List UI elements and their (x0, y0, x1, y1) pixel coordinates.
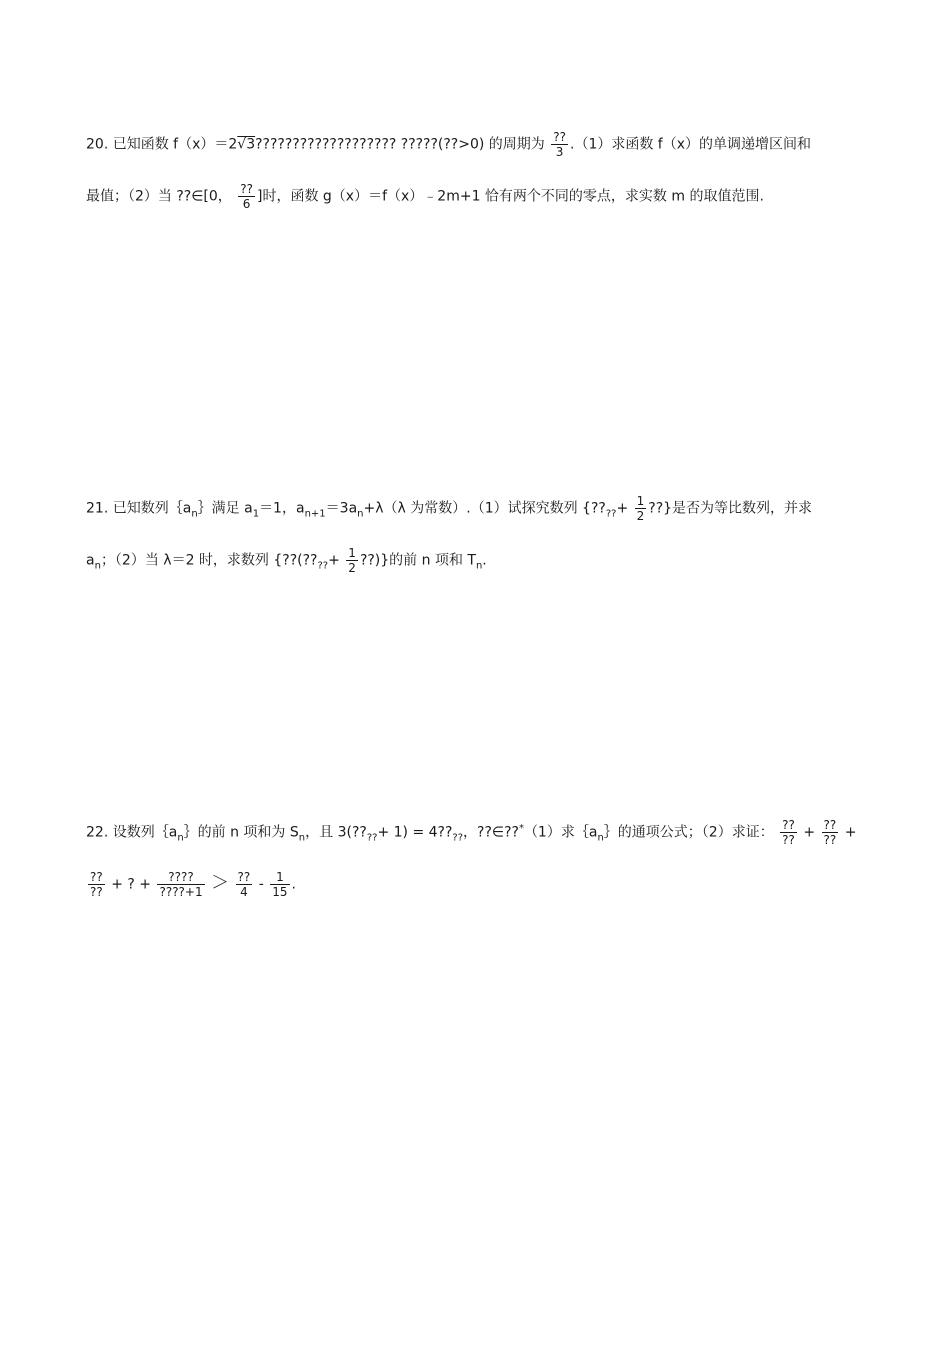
problem-number: 20. (86, 136, 109, 153)
problem-text: ＝1，a (259, 500, 305, 517)
fraction-numerator: ?? (240, 182, 253, 196)
plus-sign: + (844, 824, 857, 841)
fraction-denominator: 4 (240, 885, 248, 899)
problem-text: + (328, 552, 340, 569)
fraction-numerator: ?? (823, 818, 837, 832)
fraction-numerator: ?? (90, 870, 103, 884)
fraction-numerator: ?? (237, 870, 251, 884)
problem-text: ｝的通项公式；（2）求证： (603, 824, 774, 841)
sqrt-term: √3 (237, 136, 256, 153)
fraction (551, 130, 568, 159)
fraction (635, 494, 647, 523)
problem-text: ｝的前 n 项和为 S (183, 824, 299, 841)
fraction-numerator: 1 (270, 870, 289, 885)
subscript: n (94, 560, 101, 572)
fraction (236, 870, 253, 899)
problem-text: ｝满足 a (197, 500, 253, 517)
problem-text: ??}是否为等比数列，并求 (648, 500, 813, 517)
problem-20-line-2 (86, 182, 764, 211)
subscript: ?? (452, 832, 464, 844)
problem-22-line-1 (86, 818, 856, 848)
fraction-denominator: 3 (555, 145, 564, 159)
problem-22-line-2 (86, 870, 296, 899)
fraction (270, 870, 289, 899)
subscript: ?? (605, 508, 617, 520)
fraction-denominator: 6 (242, 197, 251, 211)
problem-text: + (616, 500, 629, 517)
problem-20-line-1 (86, 130, 811, 159)
problem-text: 已知函数 f（x）＝2 (112, 136, 238, 153)
superscript: * (518, 822, 524, 834)
subscript: n (357, 508, 364, 520)
fraction-denominator: ?? (90, 885, 103, 899)
problem-text: ；（2）当 λ＝2 时，求数列 {??(?? (100, 552, 318, 569)
fraction-denominator: 15 (272, 885, 288, 899)
fraction (822, 818, 839, 847)
problem-text: . (482, 552, 487, 569)
problem-text: + 1) = 4?? (377, 824, 453, 841)
problem-text: 已知数列｛a (112, 500, 192, 517)
problem-text: 设数列｛a (112, 824, 178, 841)
problem-number: 21. (86, 500, 109, 517)
fraction (88, 870, 105, 899)
subscript: n (597, 832, 604, 844)
subscript: ?? (317, 560, 329, 572)
fraction-denominator: 2 (348, 561, 356, 575)
problem-text: ，??∈?? (463, 824, 519, 841)
problem-text: 最值；（2）当 ??∈[0， (86, 188, 232, 205)
fraction-numerator: ?? (782, 818, 795, 832)
subscript: n (191, 508, 198, 520)
problem-text: ??????????????????? ?????(??>0) 的周期为 (255, 136, 545, 153)
subscript: n (298, 832, 306, 844)
fraction-numerator: 1 (636, 494, 645, 508)
problem-text: （1）求｛a (523, 824, 598, 841)
plus-sign: + (803, 824, 816, 841)
problem-text: +λ（λ 为常数）.（1）试探究数列 {?? (363, 500, 606, 517)
problem-text: .（1）求函数 f（x）的单调递增区间和 (570, 136, 812, 153)
problem-number: 22. (86, 824, 109, 841)
problem-text: ??)}的前 n 项和 T (359, 552, 476, 569)
fraction-denominator: ????+1 (159, 885, 203, 899)
fraction-denominator: ?? (823, 833, 837, 847)
problem-text: ＝3a (325, 500, 358, 517)
fraction (780, 818, 797, 847)
fraction-numerator: ?? (553, 130, 566, 144)
problem-21-line-2 (86, 546, 487, 576)
fraction-denominator: ?? (782, 833, 795, 847)
fraction (346, 546, 358, 575)
problem-text: ]时，函数 g（x）＝f（x）﹣2m+1 恰有两个不同的零点，求实数 m 的取值范围. (257, 188, 764, 205)
fraction (238, 182, 255, 211)
problem-text: + ? + (111, 876, 151, 893)
problem-text: a (86, 552, 95, 569)
subscript: n (475, 560, 483, 572)
fraction-numerator: ???? (157, 870, 204, 885)
fraction-denominator: 2 (636, 509, 645, 523)
period: . (291, 876, 296, 893)
subscript: ?? (366, 832, 378, 844)
problem-text: ，且 3(?? (305, 824, 367, 841)
subscript: n (177, 832, 184, 844)
subscript: 1 (252, 508, 260, 520)
fraction-numerator: 1 (348, 546, 356, 560)
greater-than-sign: ＞ (211, 872, 230, 894)
minus-sign: - (258, 876, 264, 893)
subscript: n+1 (304, 508, 326, 520)
fraction (157, 870, 204, 899)
problem-21-line-1 (86, 494, 812, 524)
